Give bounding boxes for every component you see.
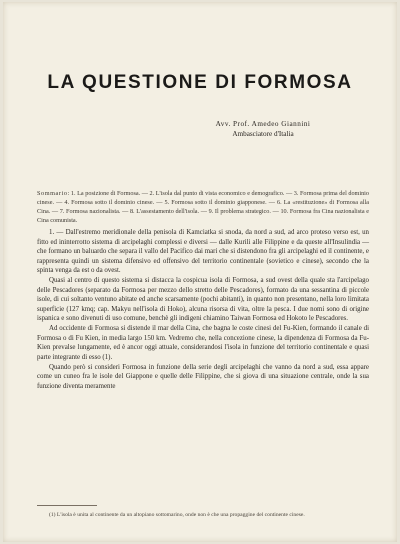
article-body [37, 228, 369, 391]
summary-text: : 1. La posizione di Formosa. — 2. L'isola dal punto di vista economico e demografico. — 3. Formosa prima del dominio cinese. — 4. Formosa sotto il dominio cinese. — 5. Formosa sotto il dominio giapponese. — 6. La «restituzione» di Formosa alla Cina. — 7. Formosa nazionalista. — 8. L'assestamento dell'isola. — 9. Il problema strategico. — 10. Formosa fra Cina nazionalista e Cina comunista. [37, 190, 369, 224]
footnote-divider [37, 505, 97, 506]
page-title: LA QUESTIONE DI FORMOSA [47, 72, 353, 93]
paragraph: 1. — Dall'estremo meridionale della penisola di Kamciatka si snoda, da nord a sud, ad arco proteso verso est, un fitto ed ininterrotto sistema di arcipelaghi complessi e diversi — dalle Kurili alle Filippine e da queste all'Insulindia — che formano un baluardo che separa il vallo del Pacifico dai mari che si distendono fra gli arcipelaghi ed il continente, e rappresenta quindi un sistema difensivo ed offensivo del territorio continentale (sovietico e cinese), secondo che la spinta venga da est o da ovest. [37, 229, 369, 275]
paragraph: Quasi al centro di questo sistema si distacca la cospicua isola di Formosa, a sud ovest della quale sta l'arcipelago delle Pescadores (separato da Formosa per mezzo dello stretto delle Pescadores), formato da una sessantina di piccole isole, di cui soltanto ventuno abitate ed anche scarsamente (pochi abitanti), in quanto non presentano, nella loro limitata superficie (127 kmq; cap. Makyu nell'isola di Hoko), alcuna risorsa di vita, oltre la pesca. I due nomi sono di origine ispanica e sono divenuti di uso comune, benchè gli indigeni chiamino Taiwan Formosa ed Hokoto le Pescadores. [37, 277, 369, 323]
paragraph: Ad occidente di Formosa si distende il mar della Cina, che bagna le coste cinesi del Fu-Kien, formando il canale di Formosa o di Fu Kien, in media largo 150 km. Vedremo che, nella concezione cinese, la dipendenza di Formosa da Fu-Kien prevalse lungamente, ed è ancor oggi attuale, considerandosi l'isola in funzione del territorio continentale e quasi parte integrante di esso (1). [37, 325, 369, 361]
summary-label: Sommario [37, 190, 68, 197]
paragraph: Quando però si consideri Formosa in funzione della serie degli arcipelaghi che vanno da nord a sud, essa appare come un cuneo fra le isole del Giappone e quelle delle Filippine, che si giova di una situazione centrale, onde la sua funzione diventa meramente [37, 363, 369, 390]
author-role: Ambasciatore d'Italia [232, 130, 294, 138]
author-name: Avv. Prof. Amedeo Giannini [215, 120, 311, 128]
summary [37, 189, 369, 225]
footnote: (1) L'isola è unita al continente da un altopiano sottomarino, onde non è che una propaggine del continente cinese. [49, 512, 305, 518]
author-block [163, 119, 363, 139]
document-page [3, 2, 397, 542]
